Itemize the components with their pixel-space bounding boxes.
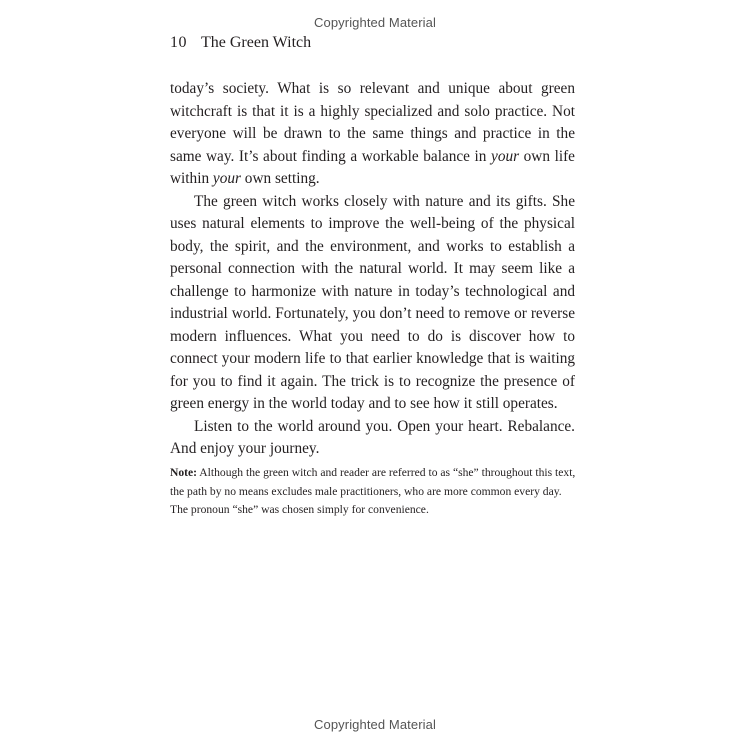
note-text: Although the green witch and reader are referred to as “she” throughout this text, the path by no means excludes male practitioners, who are more common every day. The pronoun “she” was chosen simply for convenience. — [170, 466, 576, 516]
copyright-watermark-bottom: Copyrighted Material — [314, 717, 436, 732]
running-header — [170, 34, 311, 52]
emphasis-your-2: your — [212, 170, 241, 187]
paragraph-1-part-a: today’s society. What is so relevant and unique about green witchcraft is that it is a highly specialized and solo practice. Not everyone will be drawn to the same things and practice in the same way. It’s about finding a workable balance in — [170, 80, 575, 165]
footnote — [170, 464, 580, 520]
copyright-watermark-top: Copyrighted Material — [314, 15, 436, 30]
paragraph-1-part-c: own setting. — [240, 170, 320, 187]
body-text — [170, 78, 575, 461]
note-label: Note: — [170, 466, 198, 479]
emphasis-your-1: your — [491, 147, 520, 165]
book-title: The Green Witch — [201, 34, 312, 51]
paragraph-3: Listen to the world around you. Open your heart. Rebalance. And enjoy your journey. — [170, 417, 575, 457]
page-number: 10 — [170, 34, 187, 51]
paragraph-1 — [170, 78, 575, 191]
paragraph-1-part-b: own life within — [170, 147, 575, 187]
paragraph-2: The green witch works closely with nature and its gifts. She uses natural elements to improve the well-being of the physical body, the spirit, and the environment, and works to establish a personal connection with the natural world. It may seem like a challenge to harmonize with nature in today’s technological and industrial world. Fortunately, you don’t need to remove or reverse modern influences. What you need to do is discover how to connect your modern life to that earlier knowledge that is waiting for you to find it again. The trick is to recognize the presence of green energy in the world today and to see how it still operates. — [170, 192, 575, 412]
